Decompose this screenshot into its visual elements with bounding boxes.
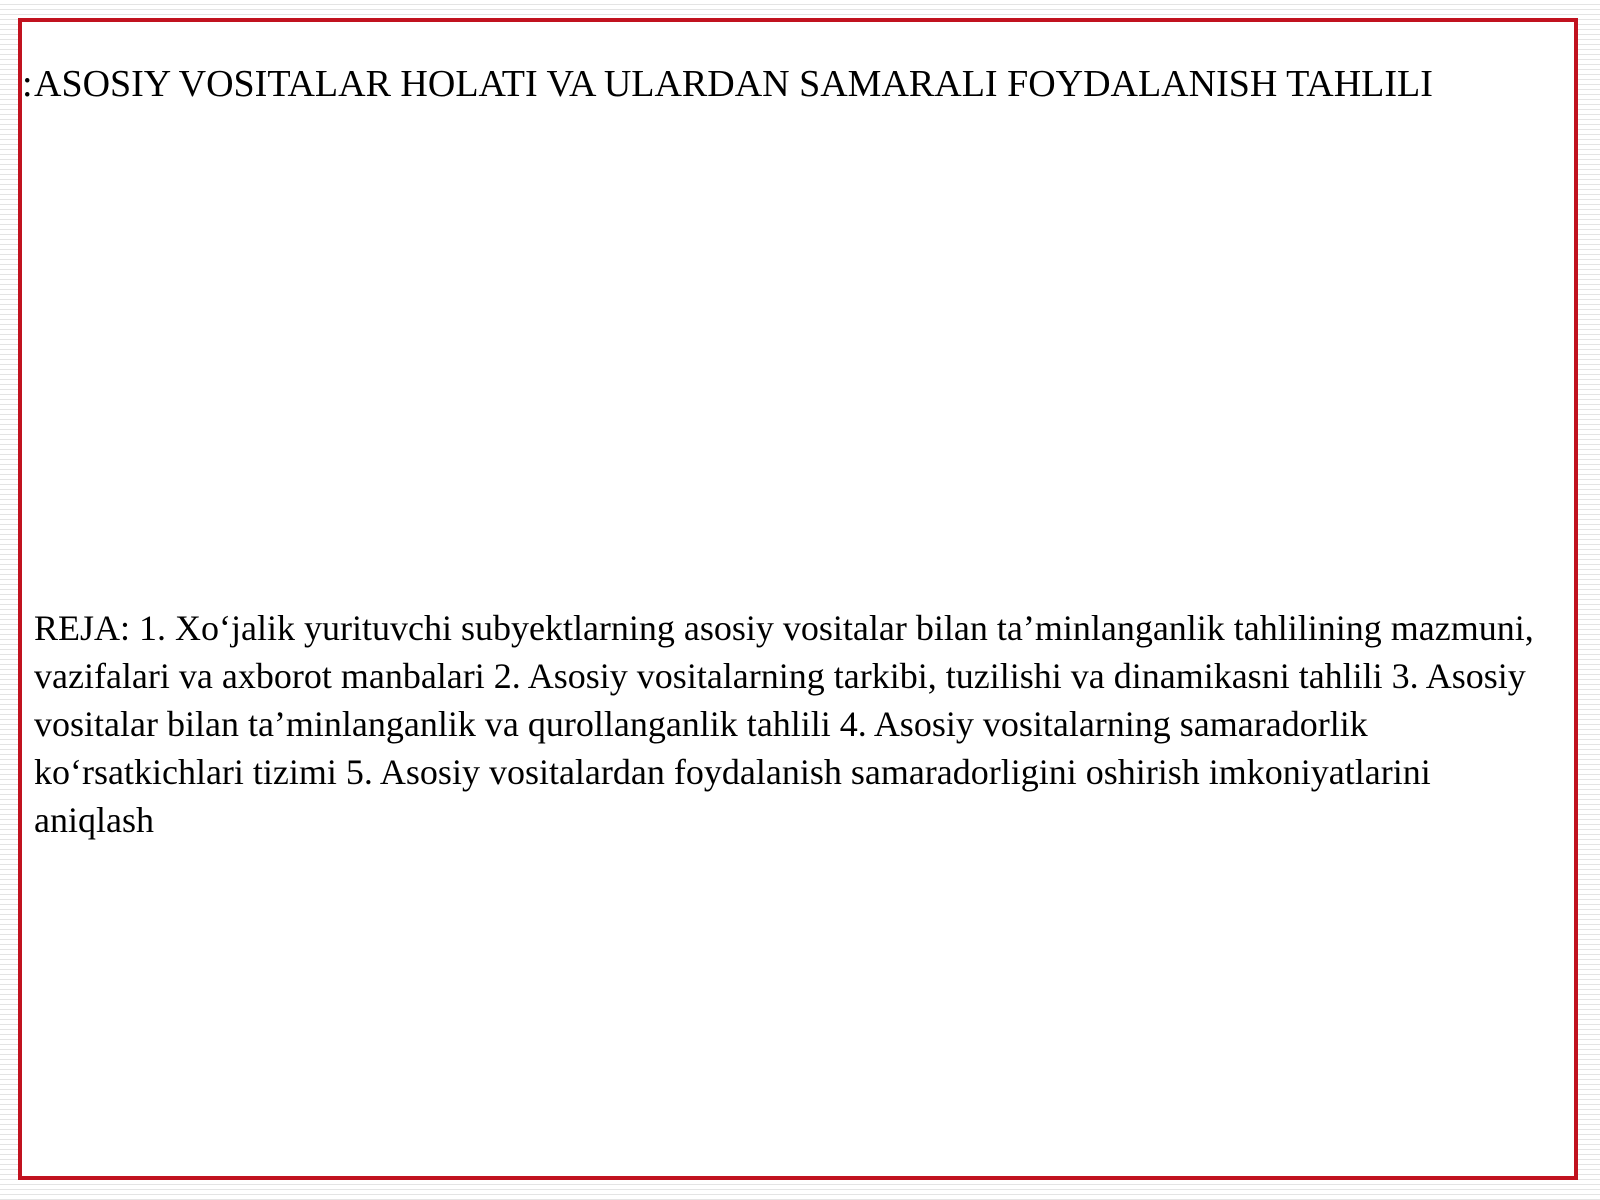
slide-title-text: ASOSIY VOSITALAR HOLATI VA ULARDAN SAMARALI FOYDALANISH TAHLILI [34, 63, 1433, 105]
title-marker: : [22, 63, 33, 105]
slide-title [22, 62, 1542, 108]
plan-text: REJA: 1. Xo‘jalik yurituvchi subyektlarning asosiy vositalar bilan ta’minlanganlik tahlilining mazmuni, vazifalari va axborot manbalari 2. Asosiy vositalarning tarkibi, tuzilishi va dinamikasni tahlili 3. Asosiy vositalar bilan ta’minlanganlik va qurollanganlik tahlili 4. Asosiy vositalarning samaradorlik ko‘rsatkichlari tizimi 5. Asosiy vositalardan foydalanish samaradorligini oshirish imkoniyatlarini aniqlash [34, 608, 1534, 840]
slide-frame [18, 18, 1578, 1180]
